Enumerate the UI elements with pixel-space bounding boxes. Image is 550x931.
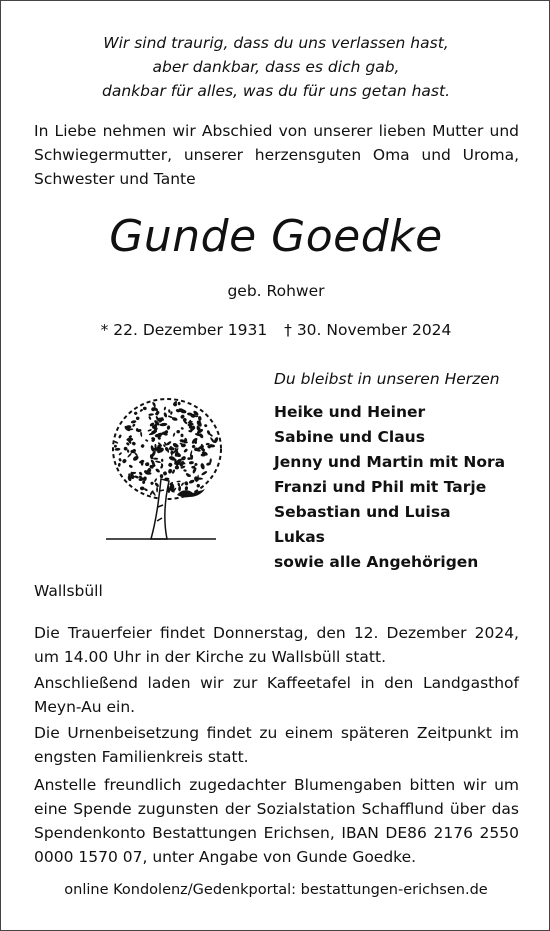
mourner-entry: Franzi und Phil mit Tarje: [274, 478, 487, 496]
leaf-mark: [133, 411, 138, 415]
leaf-mark: [136, 417, 140, 421]
leaf-mark: [168, 468, 173, 474]
leaf-mark: [143, 407, 147, 411]
mourner-entry: Lukas: [274, 528, 325, 546]
leaf-mark: [200, 463, 206, 470]
leaf-mark: [171, 469, 175, 474]
burial-info: Die Urnenbeisetzung findet zu einem späteren Zeitpunkt im engsten Familienkreis statt.: [34, 724, 519, 766]
leaf-mark: [122, 458, 128, 464]
leaf-mark: [176, 480, 180, 482]
mourner-entry: Sebastian und Luisa: [274, 503, 451, 521]
mourner-entry: Sabine und Claus: [274, 428, 425, 446]
leaf-mark: [131, 441, 136, 446]
leaf-mark: [156, 487, 158, 493]
poem-line: Wir sind traurig, dass du uns verlassen hast,: [103, 34, 449, 52]
leaf-mark: [124, 447, 128, 451]
leaf-mark: [196, 484, 200, 488]
leaf-mark: [148, 413, 154, 416]
donation-info: Anstelle freundlich zugedachter Blumengaben bitten wir um eine Spende zugunsten der Sozialstation Schafflund über das Spendenkonto Bestattungen Erichsen, IBAN DE86 2176 2550 0000 1570 07, unter Angabe von Gunde Goedke.: [34, 776, 519, 866]
mourner-entry: Heike und Heiner: [274, 403, 426, 421]
death-date: † 30. November 2024: [284, 321, 452, 339]
leaf-mark: [150, 481, 154, 485]
leaf-mark: [188, 479, 195, 484]
leaf-mark: [168, 409, 171, 413]
leaf-mark: [148, 416, 152, 421]
leaf-mark: [160, 474, 163, 478]
leaf-mark: [180, 434, 183, 438]
leaf-mark: [114, 444, 118, 447]
leaf-mark: [128, 464, 133, 468]
leaf-mark: [181, 482, 185, 486]
place: Wallsbüll: [34, 582, 103, 600]
leaf-mark: [138, 471, 143, 476]
leaf-mark: [140, 431, 143, 437]
poem: [1, 31, 550, 103]
leaf-mark: [127, 452, 132, 458]
leaf-mark: [145, 439, 149, 442]
leaf-mark: [161, 459, 164, 462]
leaf-mark: [183, 469, 187, 472]
leaf-mark: [118, 452, 122, 456]
leaf-mark: [183, 448, 188, 453]
closing-line: Du bleibst in unseren Herzen: [274, 370, 500, 388]
leaf-mark: [118, 434, 122, 439]
leaf-mark: [147, 429, 152, 432]
mourner-entry: sowie alle Angehörigen: [274, 553, 479, 571]
leaf-mark: [131, 420, 137, 424]
leaf-mark: [132, 455, 139, 462]
intro-text: In Liebe nehmen wir Abschied von unserer lieben Mutter und Schwiegermutter, unserer herzensguten Oma und Uroma, Schwester und Tante: [34, 122, 519, 188]
leaf-mark: [167, 425, 171, 430]
leaf-mark: [132, 423, 136, 427]
leaf-mark: [140, 444, 145, 449]
leaf-mark: [163, 412, 168, 418]
leaf-mark: [118, 458, 122, 462]
birth-name: geb. Rohwer: [227, 282, 325, 300]
poem-line: dankbar für alles, was du für uns getan hast.: [101, 82, 451, 100]
leaf-mark: [184, 441, 188, 443]
condolence-portal: online Kondolenz/Gedenkportal: bestattungen-erichsen.de: [64, 882, 488, 898]
tree-illustration: [101, 387, 231, 555]
leaf-mark: [139, 409, 143, 413]
leaf-mark: [155, 434, 162, 438]
mourner-entry: Jenny und Martin mit Nora: [274, 453, 506, 471]
leaf-mark: [168, 462, 173, 467]
leaf-mark: [134, 452, 138, 457]
leaf-mark: [172, 432, 175, 437]
leaf-mark: [155, 468, 161, 473]
leaf-mark: [201, 470, 208, 476]
leaf-mark: [177, 402, 180, 406]
birth-date: * 22. Dezember 1931: [100, 321, 268, 339]
deceased-name: Gunde Goedke: [109, 211, 443, 262]
leaf-mark: [154, 482, 159, 488]
leaf-mark: [127, 449, 130, 453]
leaf-mark: [189, 461, 194, 465]
leaf-mark: [155, 460, 161, 463]
funeral-info: Die Trauerfeier findet Donnerstag, den 12. Dezember 2024, um 14.00 Uhr in der Kirche zu Wallsbüll statt.: [34, 624, 519, 666]
poem-line: aber dankbar, dass es dich gab,: [152, 58, 400, 76]
leaf-mark: [170, 450, 175, 455]
leaf-mark: [178, 486, 181, 492]
leaf-mark: [163, 471, 168, 476]
leaf-mark: [114, 448, 120, 451]
leaf-mark: [184, 481, 189, 486]
leaf-mark: [153, 458, 158, 460]
leaf-mark: [145, 462, 150, 466]
reception-info: Anschließend laden wir zur Kaffeetafel in den Landgasthof Meyn-Au ein.: [34, 674, 519, 716]
leaf-mark: [198, 416, 202, 421]
leaf-mark: [163, 406, 166, 410]
leaf-mark: [114, 441, 119, 445]
leaf-mark: [134, 475, 139, 479]
leaf-mark: [204, 424, 208, 428]
leaf-mark: [140, 487, 145, 491]
leaf-mark: [185, 486, 189, 491]
mourners-list: [274, 400, 505, 575]
leaf-mark: [176, 430, 180, 434]
tree-with-bird-icon: [101, 387, 231, 555]
leaf-mark: [126, 438, 133, 442]
life-dates: [1, 318, 550, 342]
leaf-mark: [180, 427, 184, 430]
leaf-mark: [175, 465, 180, 469]
leaf-mark: [118, 463, 121, 467]
leaf-mark: [154, 478, 158, 483]
